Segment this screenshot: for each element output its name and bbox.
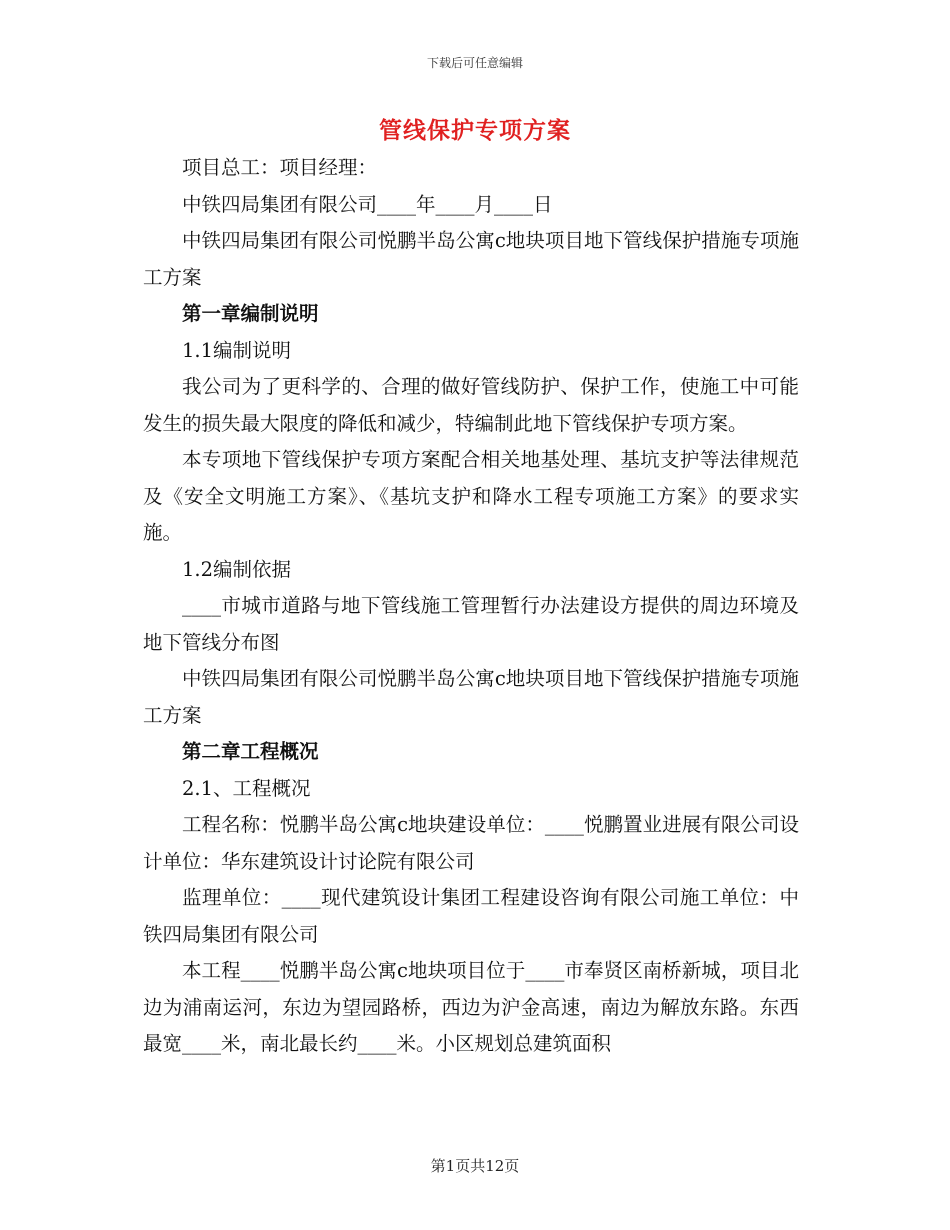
- paragraph: 项目总工：项目经理：: [182, 156, 378, 179]
- paragraph: 中铁四局集团有限公司____年____月____日: [182, 192, 553, 216]
- section-heading: 2.1、工程概况: [182, 776, 311, 800]
- document-body: [143, 150, 799, 1063]
- paragraph: 中铁四局集团有限公司悦鹏半岛公寓c地块项目地下管线保护措施专项施工方案: [143, 229, 799, 289]
- chapter-heading: 第二章工程概况: [182, 740, 319, 763]
- paragraph: 我公司为了更科学的、合理的做好管线防护、保护工作，使施工中可能发生的损失最大限度的降低和减少，特编制此地下管线保护专项方案。: [143, 375, 799, 435]
- paragraph: ____市城市道路与地下管线施工管理暂行办法建设方提供的周边环境及地下管线分布图: [143, 594, 799, 654]
- paragraph: 中铁四局集团有限公司悦鹏半岛公寓c地块项目地下管线保护措施专项施工方案: [143, 667, 799, 727]
- chapter-heading: 第一章编制说明: [182, 302, 319, 325]
- section-heading: 1.2编制依据: [182, 557, 292, 581]
- header-note: 下载后可任意编辑: [426, 56, 523, 70]
- page-footer: 第1页共12页: [430, 1157, 520, 1175]
- paragraph: 本工程____悦鹏半岛公寓c地块项目位于____市奉贤区南桥新城，项目北边为浦南运河，东边为望园路桥，西边为沪金高速，南边为解放东路。东西最宽____米，南北最长约____米。小区规划总建筑面积: [143, 959, 799, 1055]
- paragraph: 监理单位：____现代建筑设计集团工程建设咨询有限公司施工单位：中铁四局集团有限公司: [143, 886, 799, 946]
- document-title: 管线保护专项方案: [379, 117, 571, 144]
- paragraph: 工程名称：悦鹏半岛公寓c地块建设单位：____悦鹏置业进展有限公司设计单位：华东建筑设计讨论院有限公司: [143, 813, 799, 873]
- paragraph: 本专项地下管线保护专项方案配合相关地基处理、基坑支护等法律规范及《安全文明施工方案》、《基坑支护和降水工程专项施工方案》的要求实施。: [143, 448, 799, 544]
- section-heading: 1.1编制说明: [182, 338, 292, 362]
